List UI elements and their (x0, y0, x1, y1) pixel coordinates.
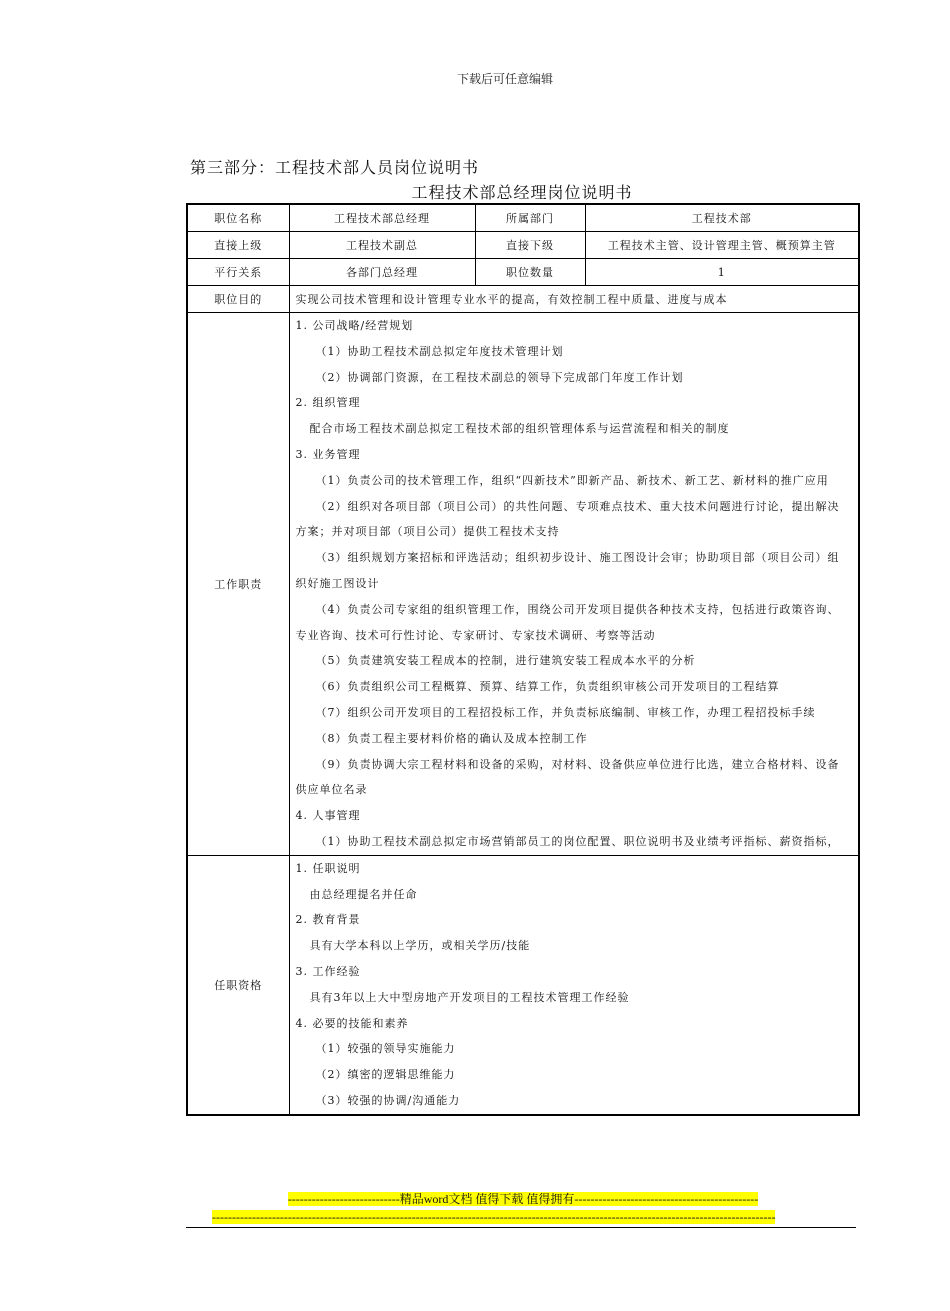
footer-banner-line-2 (212, 1209, 832, 1225)
table-row (187, 855, 859, 1115)
value-department: 工程技术部 (585, 204, 859, 232)
qualification-line: 4. 必要的技能和素养 (295, 1016, 409, 1030)
value-direct-subordinates: 工程技术主管、设计管理主管、概预算主管 (585, 232, 859, 259)
duty-line: 方案；并对项目部（项目公司）提供工程技术支持 (295, 525, 560, 539)
duty-line: 4. 人事管理 (295, 809, 361, 823)
qualification-line: 3. 工作经验 (295, 964, 361, 978)
duty-line: 专业咨询、技术可行性讨论、专家研讨、专家技术调研、考察等活动 (295, 628, 656, 642)
duty-line: （1）协助工程技术副总拟定市场营销部员工的岗位配置、职位说明书及业绩考评指标、薪资指标， (315, 834, 840, 848)
duties-content (289, 313, 859, 856)
footer-rule (186, 1227, 856, 1228)
qualification-line: 2. 教育背景 (295, 913, 361, 927)
duty-line: （3）组织规划方案招标和评选活动；组织初步设计、施工图设计会审；协助项目部（项目公司）组 (315, 551, 840, 565)
qualification-line: （2）缜密的逻辑思维能力 (315, 1068, 456, 1082)
label-position-name: 职位名称 (187, 204, 289, 232)
footer-banner-line-1 (228, 1191, 818, 1207)
section-title: 第三部分：工程技术部人员岗位说明书 (190, 158, 480, 177)
label-qualifications: 任职资格 (187, 855, 289, 1115)
table-row (187, 232, 859, 259)
qualification-line: 由总经理提名并任命 (309, 887, 418, 901)
label-direct-superior: 直接上级 (187, 232, 289, 259)
duty-line: （4）负责公司专家组的组织管理工作，围绕公司开发项目提供各种技术支持，包括进行政策咨询、 (315, 602, 840, 616)
duty-line: （1）负责公司的技术管理工作，组织“四新技术”即新产品、新技术、新工艺、新材料的推广应用 (315, 473, 829, 487)
label-direct-subordinates: 直接下级 (475, 232, 585, 259)
label-parallel-relations: 平行关系 (187, 259, 289, 286)
qualification-line: （1）较强的领导实施能力 (315, 1042, 456, 1056)
qualification-line: 1. 任职说明 (295, 861, 361, 875)
duty-line: 配合市场工程技术副总拟定工程技术部的组织管理体系与运营流程和相关的制度 (309, 422, 730, 436)
table-row (187, 286, 859, 313)
duty-line: （6）负责组织公司工程概算、预算、结算工作，负责组织审核公司开发项目的工程结算 (315, 680, 780, 694)
duty-line: （2）协调部门资源，在工程技术副总的领导下完成部门年度工作计划 (315, 370, 684, 384)
qualifications-content (289, 855, 859, 1115)
value-position-name: 工程技术部总经理 (289, 204, 475, 232)
duty-line: 2. 组织管理 (295, 396, 361, 410)
duty-line: （2）组织对各项目部（项目公司）的共性问题、专项难点技术、重大技术问题进行讨论，提出解决 (315, 499, 840, 513)
duty-line: 1. 公司战略/经营规划 (295, 319, 414, 332)
duty-line: （7）组织公司开发项目的工程招投标工作，并负责标底编制、审核工作，办理工程招投标手续 (315, 705, 816, 719)
table-row (187, 313, 859, 856)
duty-line: 供应单位名录 (295, 783, 368, 797)
job-description-table (186, 203, 860, 1116)
footer-banner-text-2: --------------------------------------------------------------------------------------------------------------------------------------------- (212, 1210, 776, 1224)
qualification-line: 具有大学本科以上学历，或相关学历/技能 (309, 939, 531, 953)
duty-line: 3. 业务管理 (295, 447, 361, 461)
duty-line: （9）负责协调大宗工程材料和设备的采购，对材料、设备供应单位进行比选，建立合格材料、设备 (315, 757, 840, 771)
qualification-line: （3）较强的协调/沟通能力 (315, 1093, 461, 1107)
label-position-count: 职位数量 (475, 259, 585, 286)
duty-line: （8）负责工程主要材料价格的确认及成本控制工作 (315, 731, 588, 745)
document-title: 工程技术部总经理岗位说明书 (411, 183, 633, 202)
label-department: 所属部门 (475, 204, 585, 232)
value-position-count: 1 (585, 259, 859, 286)
table-row (187, 204, 859, 232)
header-note: 下载后可任意编辑 (456, 72, 553, 86)
duty-line: （1）协助工程技术副总拟定年度技术管理计划 (315, 344, 564, 358)
label-duties: 工作职责 (187, 313, 289, 856)
label-position-purpose: 职位目的 (187, 286, 289, 313)
value-position-purpose: 实现公司技术管理和设计管理专业水平的提高，有效控制工程中质量、进度与成本 (289, 286, 859, 313)
duty-line: 织好施工图设计 (295, 576, 380, 590)
qualification-line: 具有3年以上大中型房地产开发项目的工程技术管理工作经验 (309, 990, 630, 1004)
footer-banner-text-1: ----------------------------精品word文档 值得下载 值得拥有---------------------------------------------- (287, 1192, 759, 1206)
table-row (187, 259, 859, 286)
value-direct-superior: 工程技术副总 (289, 232, 475, 259)
duty-line: （5）负责建筑安装工程成本的控制，进行建筑安装工程成本水平的分析 (315, 654, 696, 668)
value-parallel-relations: 各部门总经理 (289, 259, 475, 286)
